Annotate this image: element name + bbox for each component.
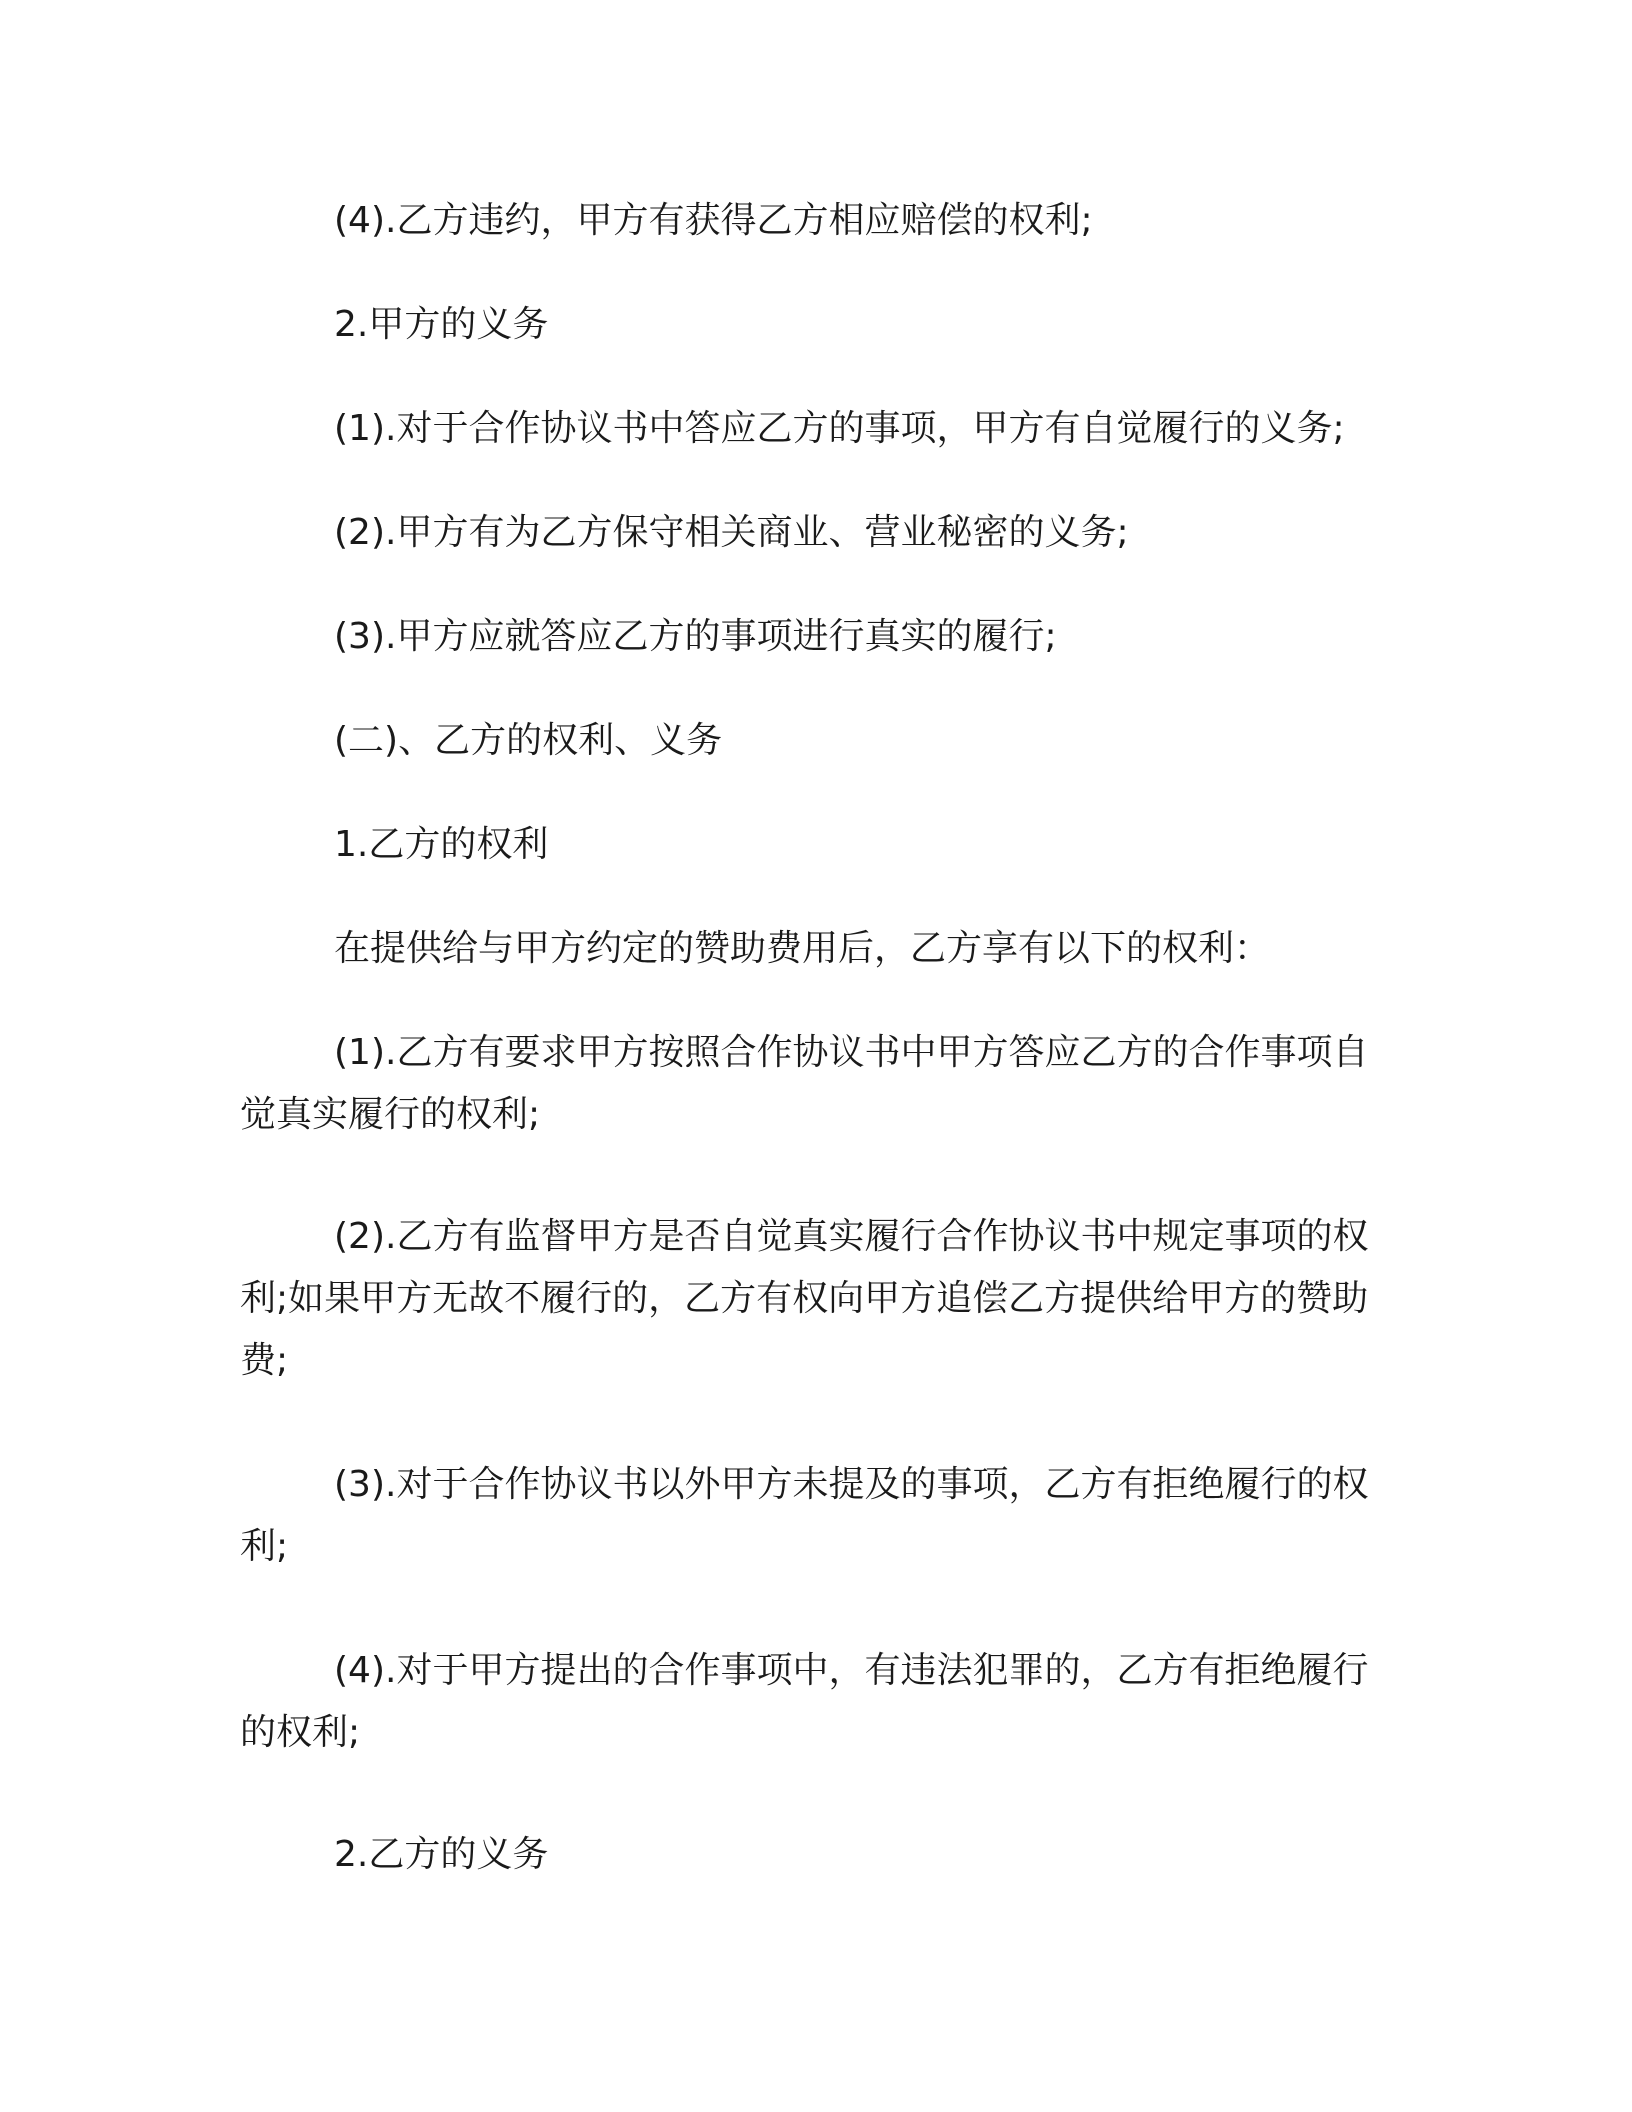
- paragraph-party-b-right-3: (3).对于合作协议书以外甲方未提及的事项，乙方有拒绝履行的权利;: [240, 1464, 1369, 1567]
- heading-party-a-obligations: 2.甲方的义务: [334, 304, 549, 345]
- paragraph-party-b-right-4: (4).对于甲方提出的合作事项中，有违法犯罪的，乙方有拒绝履行的权利;: [240, 1650, 1369, 1753]
- heading-party-b-obligations: 2.乙方的义务: [334, 1834, 549, 1875]
- paragraph-party-a-obligation-1: (1).对于合作协议书中答应乙方的事项，甲方有自觉履行的义务;: [334, 408, 1345, 449]
- paragraph-party-b-rights-intro: 在提供给与甲方约定的赞助费用后，乙方享有以下的权利：: [334, 928, 1271, 969]
- paragraph-party-b-right-2: (2).乙方有监督甲方是否自觉真实履行合作协议书中规定事项的权利;如果甲方无故不履行的，乙方有权向甲方追偿乙方提供给甲方的赞助费;: [240, 1216, 1369, 1381]
- paragraph-party-b-breach-compensation: (4).乙方违约，甲方有获得乙方相应赔偿的权利;: [334, 200, 1093, 241]
- heading-party-b-rights: 1.乙方的权利: [334, 824, 549, 865]
- paragraph-party-a-obligation-2: (2).甲方有为乙方保守相关商业、营业秘密的义务;: [334, 512, 1129, 553]
- paragraph-party-b-right-1: (1).乙方有要求甲方按照合作协议书中甲方答应乙方的合作事项自觉真实履行的权利;: [240, 1032, 1369, 1135]
- paragraph-party-a-obligation-3: (3).甲方应就答应乙方的事项进行真实的履行;: [334, 616, 1057, 657]
- heading-party-b-rights-obligations: (二)、乙方的权利、义务: [334, 720, 723, 761]
